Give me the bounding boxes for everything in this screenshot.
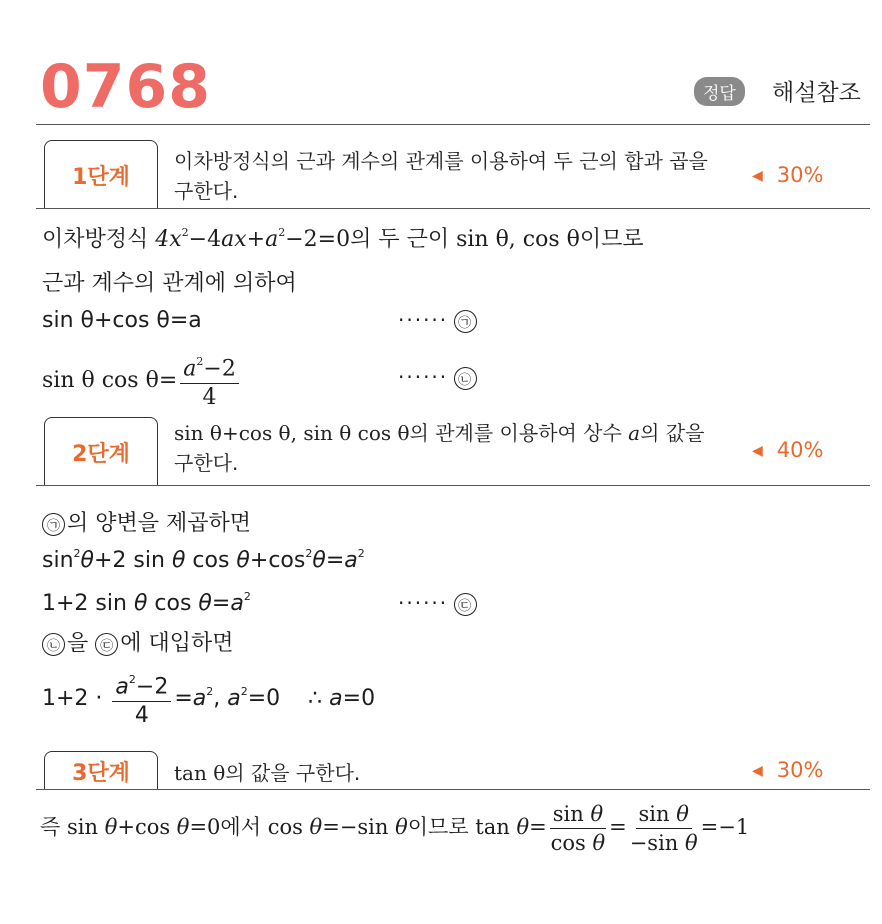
step-1-divider bbox=[36, 208, 870, 209]
step-1-percent-value: 30% bbox=[776, 163, 824, 187]
s2-equation-squared: $\sin^2\theta+2$ sin θ $\cos \theta+\cos^2\theta=a^2$ bbox=[42, 546, 365, 573]
leader-dots: ······ bbox=[398, 365, 449, 389]
s2-line4 bbox=[42, 626, 234, 657]
step-3-text: 의 값을 구한다. bbox=[225, 761, 361, 785]
step-2-var: a bbox=[628, 421, 641, 445]
equation-3-marker bbox=[398, 591, 477, 616]
s2-line1-text: 의 양변을 제곱하면 bbox=[67, 511, 252, 536]
circled-label-2: ㉡ bbox=[42, 633, 65, 656]
circled-label-3: ㉢ bbox=[454, 593, 477, 616]
circled-label-2: ㉡ bbox=[454, 367, 477, 390]
step-1-description bbox=[174, 146, 708, 206]
equation-1: sin θ+cos θ=a bbox=[42, 308, 202, 333]
step-3-divider bbox=[36, 789, 870, 790]
step-3-label: 3단계 bbox=[44, 751, 158, 790]
leader-dots: ······ bbox=[398, 591, 449, 615]
s2-eq5-den: 4 bbox=[134, 703, 149, 729]
s1-line1 bbox=[42, 222, 644, 253]
s2-line4-a: 을 bbox=[67, 631, 89, 656]
step-2-percent bbox=[752, 438, 823, 462]
step-2-percent-value: 40% bbox=[776, 438, 824, 462]
s2-line1 bbox=[42, 506, 251, 537]
step-3-math: tan θ bbox=[174, 761, 226, 785]
step-2-desc-line1 bbox=[174, 418, 704, 448]
arrow-left-icon: ◀ bbox=[752, 168, 763, 184]
s3-mid: 에서 bbox=[220, 815, 261, 839]
arrow-left-icon: ◀ bbox=[752, 443, 763, 459]
roots: sin θ, cos θ bbox=[456, 227, 580, 252]
equation-2-lhs: sin θ cos θ= bbox=[42, 368, 178, 394]
equation-1-marker bbox=[398, 308, 477, 333]
s3-mid2: 이므로 bbox=[407, 815, 469, 839]
step-3-description bbox=[174, 758, 360, 788]
step-1-label: 1단계 bbox=[44, 140, 158, 209]
s1-line1-end: 이므로 bbox=[579, 227, 644, 252]
s2-equation-result: 1+2 · $\frac{a^2-2}{4}$ $=a^2$, $a^2=0$ ∴ a=0 bbox=[42, 668, 375, 730]
s1-line2: 근과 계수의 관계에 의하여 bbox=[42, 271, 297, 296]
s3-line: 즉 sin θ+cos θ=0에서 cos θ=−sin θ이므로 tan θ= $\frac{\text{sin θ}}{\text{cos θ}}$ = $\frac{\text{sin θ}}{\text{−sin θ}}$ =−1 bbox=[40, 802, 750, 855]
equation-2-marker bbox=[398, 365, 477, 390]
equation-3: 1+2 sin θ $\cos \theta=a^2$ bbox=[42, 589, 251, 616]
s3-pre: 즉 bbox=[40, 815, 61, 839]
circled-label-3: ㉢ bbox=[95, 633, 118, 656]
s2-line4-b: 에 대입하면 bbox=[120, 631, 234, 656]
step-2-desc-line2: 구한다. bbox=[174, 451, 239, 475]
step-2-tail: 의 값을 bbox=[640, 421, 705, 445]
step-2-divider bbox=[36, 485, 870, 486]
step-2-description bbox=[174, 418, 704, 478]
s1-line1-post: 의 두 근이 bbox=[350, 227, 450, 252]
s1-line1-pre: 이차방정식 bbox=[42, 227, 149, 252]
step-2-label: 2단계 bbox=[44, 417, 158, 486]
equation-2-den: 4 bbox=[202, 385, 217, 411]
circled-label-1: ㉠ bbox=[454, 310, 477, 333]
step-1-percent bbox=[752, 163, 823, 187]
circled-label-1: ㉠ bbox=[42, 513, 65, 536]
leader-dots: ······ bbox=[398, 308, 449, 332]
step-3-percent bbox=[752, 758, 823, 782]
step-2-math: sin θ+cos θ, sin θ cos θ bbox=[174, 421, 410, 445]
step-1-desc-line1: 이차방정식의 근과 계수의 관계를 이용하여 두 근의 합과 곱을 bbox=[174, 149, 708, 173]
arrow-left-icon: ◀ bbox=[752, 763, 763, 779]
step-3-percent-value: 30% bbox=[776, 758, 824, 782]
header-divider bbox=[36, 124, 870, 125]
equation-2: sin θ cos θ= $\frac{a^2-2}{4}$ bbox=[42, 350, 242, 412]
problem-number: 0768 bbox=[40, 52, 211, 122]
answer-reference: 해설참조 bbox=[772, 80, 861, 106]
step-1-desc-line2: 구한다. bbox=[174, 179, 239, 203]
answer-badge: 정답 bbox=[694, 77, 745, 106]
step-2-text: 의 관계를 이용하여 상수 bbox=[409, 421, 622, 445]
quadratic-equation: $4x^2-4ax+a^2-2=0$ bbox=[155, 225, 351, 252]
